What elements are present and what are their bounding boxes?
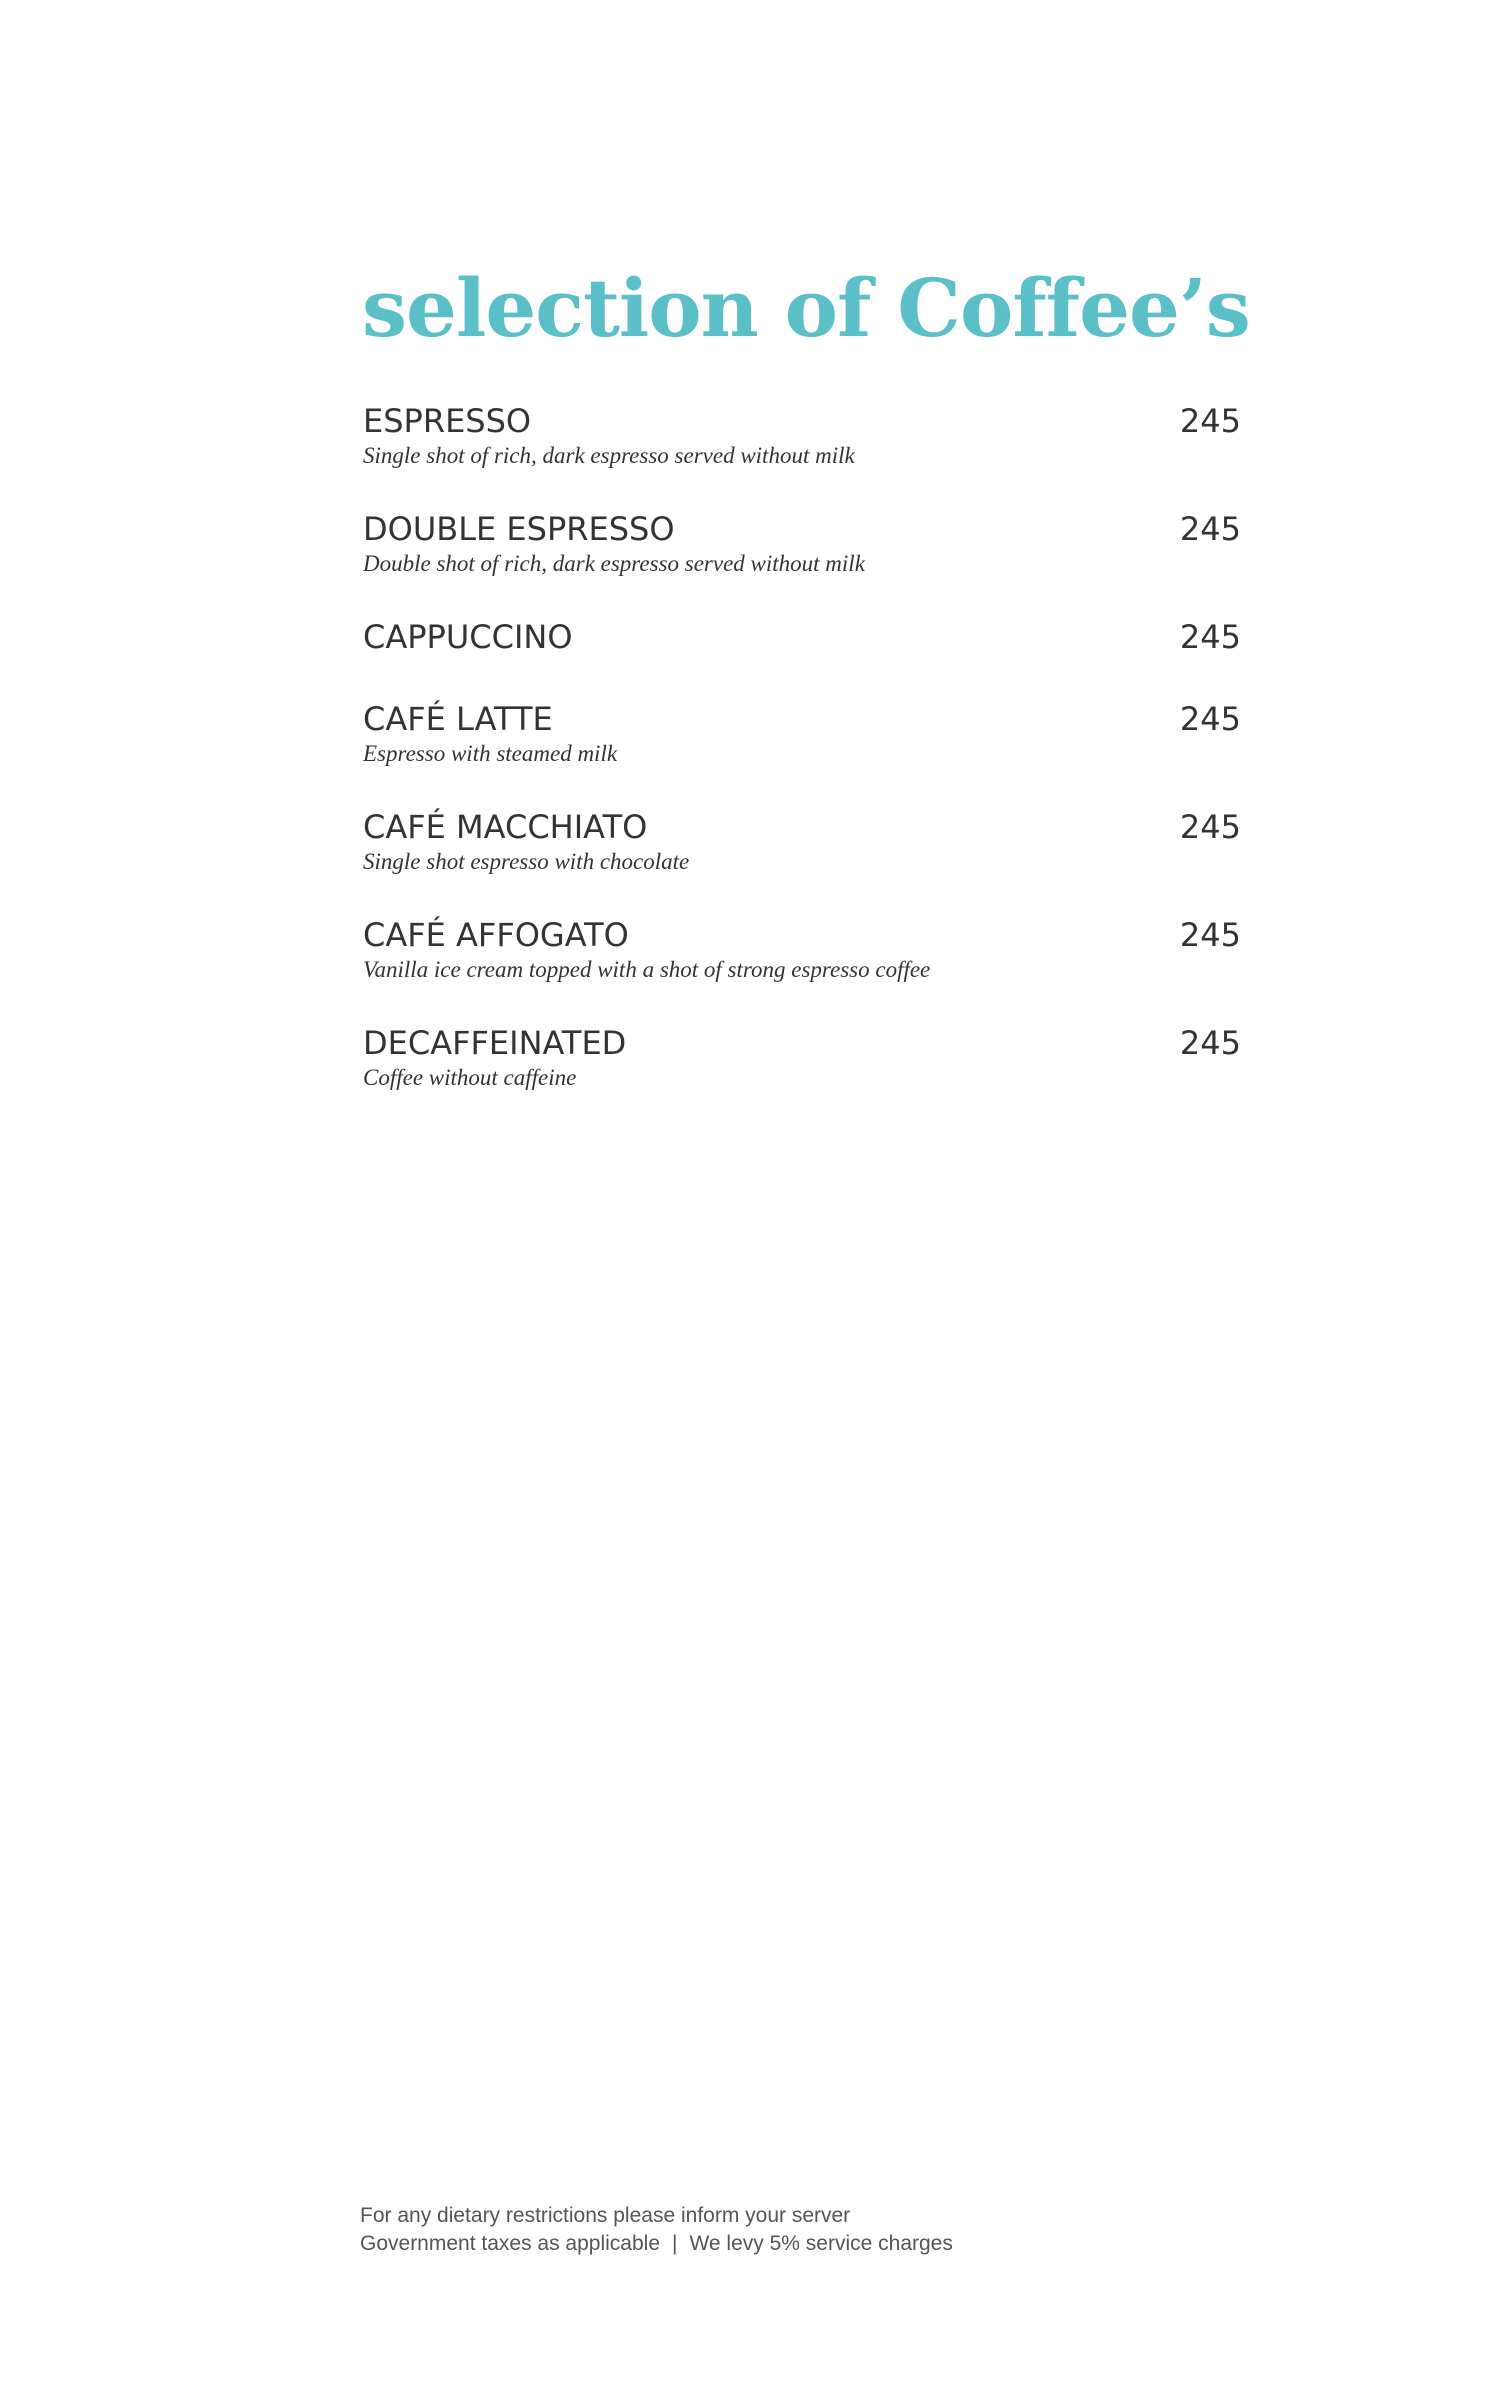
menu-item-decaffeinated [363, 1024, 1241, 1132]
item-price: 245 [1179, 618, 1241, 656]
item-description: Double shot of rich, dark espresso served without milk [363, 551, 865, 576]
item-name: CAFÉ MACCHIATO [363, 808, 648, 846]
item-description: Single shot espresso with chocolate [363, 849, 690, 874]
item-price: 245 [1179, 510, 1241, 548]
item-name: CAFÉ AFFOGATO [363, 916, 629, 954]
item-description: Single shot of rich, dark espresso served without milk [363, 443, 855, 468]
item-price: 245 [1179, 402, 1241, 440]
menu-item-cafe-affogato [363, 916, 1241, 1024]
item-price: 245 [1179, 808, 1241, 846]
item-name: CAFÉ LATTE [363, 700, 553, 738]
tax-note: Government taxes as applicable [360, 2232, 660, 2255]
menu-item-cappuccino [363, 618, 1241, 700]
item-name: CAPPUCCINO [363, 618, 573, 656]
menu-item-cafe-macchiato [363, 808, 1241, 916]
item-name: DOUBLE ESPRESSO [363, 510, 675, 548]
menu-item-double-espresso [363, 510, 1241, 618]
menu-item-cafe-latte [363, 700, 1241, 808]
footer-notes [360, 2202, 953, 2258]
item-price: 245 [1179, 1024, 1241, 1062]
item-name: DECAFFEINATED [363, 1024, 627, 1062]
dietary-note: For any dietary restrictions please inform your server [360, 2204, 851, 2227]
menu-item-espresso [363, 402, 1241, 510]
item-price: 245 [1179, 700, 1241, 738]
item-description: Coffee without caffeine [363, 1065, 577, 1090]
item-description: Vanilla ice cream topped with a shot of strong espresso coffee [363, 957, 931, 982]
menu-list [363, 402, 1241, 1132]
separator: | [672, 2232, 678, 2255]
item-price: 245 [1179, 916, 1241, 954]
item-description: Espresso with steamed milk [363, 741, 618, 766]
page-title: selection of Coffee’s [362, 261, 1250, 355]
item-name: ESPRESSO [363, 402, 532, 440]
service-charge-note: We levy 5% service charges [689, 2232, 953, 2255]
tax-note-line [360, 2230, 953, 2258]
